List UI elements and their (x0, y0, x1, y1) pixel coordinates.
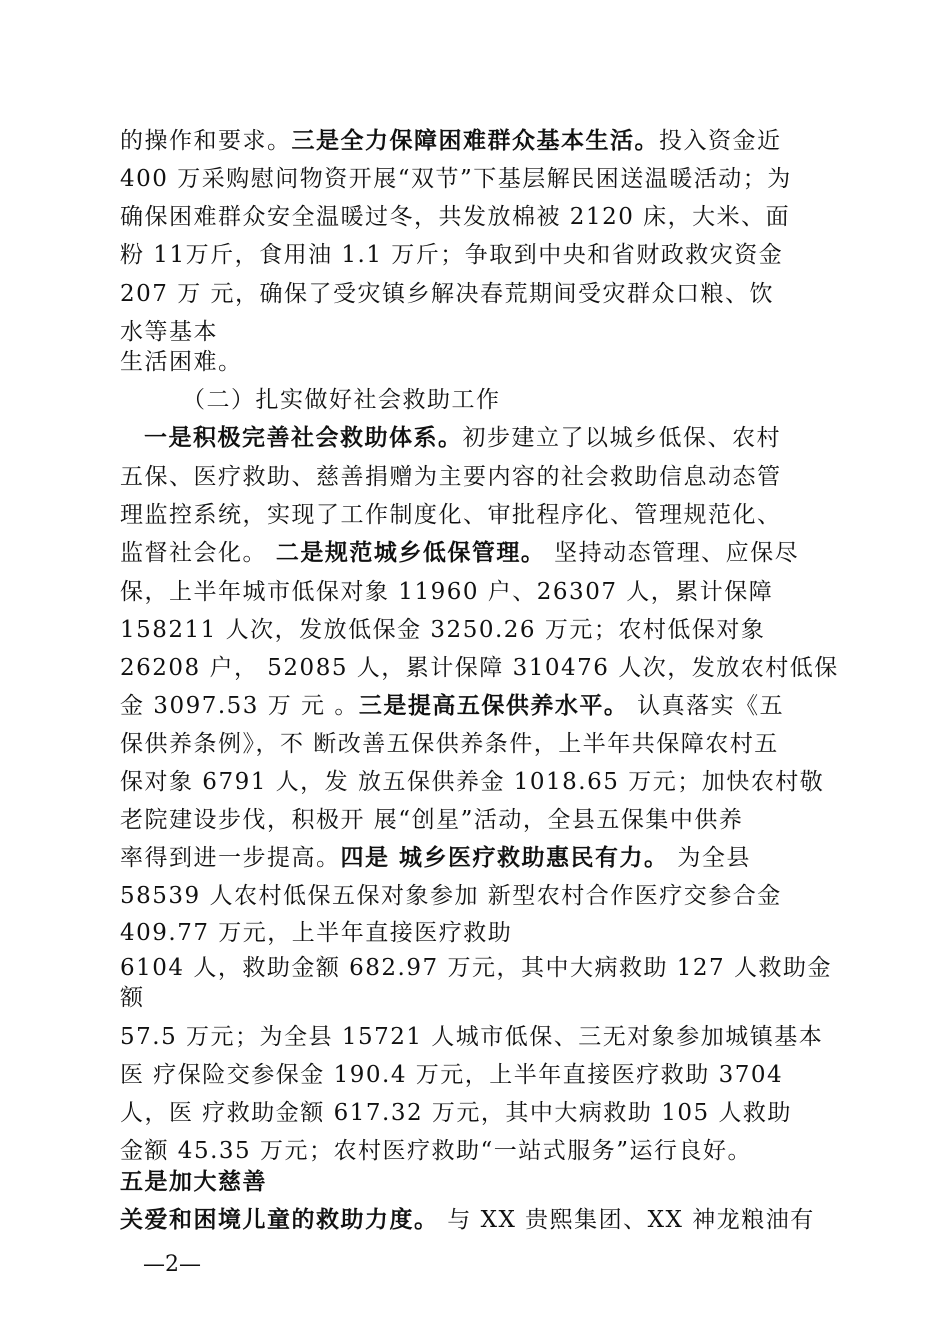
line-text: 监督社会化。 (120, 540, 276, 566)
line-text: （二）扎实做好社会救助工作 (182, 387, 501, 413)
line-text: 58539 人农村低保五保对象参加 新型农村合作医疗交参合金 (120, 883, 782, 909)
line-text: 保供养条例》，不 断改善五保供养条件，上半年共保障农村五 (120, 731, 779, 757)
line-text: 57.5 万元；为全县 15721 人城市低保、三无对象参加城镇基本 (120, 1024, 824, 1050)
line-text: 五保、医疗救助、慈善捐赠为主要内容的社会救助信息动态管 (120, 464, 782, 490)
line-text: 人，医 疗救助金额 617.32 万元，其中大病救助 105 人救助 (120, 1100, 792, 1126)
paragraph-line (120, 953, 832, 983)
paragraph-line (120, 347, 243, 377)
paragraph-line (120, 164, 792, 194)
paragraph-line (120, 1022, 823, 1052)
line-text: 为全县 (668, 845, 751, 871)
line-text: 理监控系统，实现了工作制度化、审批程序化、管理规范化、 (120, 502, 782, 528)
paragraph-line (120, 500, 782, 530)
paragraph-line (120, 1205, 815, 1235)
paragraph-line (120, 983, 145, 1013)
paragraph-line (120, 1098, 792, 1128)
line-text: 的操作和要求。 (120, 128, 292, 154)
bold-lead-phrase: 关爱和困境儿童的救助力度。 (120, 1206, 439, 1233)
paragraph-line (120, 843, 751, 873)
line-text: 医 疗保险交参保金 190.4 万元，上半年直接医疗救助 3704 (120, 1062, 784, 1088)
bold-lead-phrase: 三是全力保障困难群众基本生活。 (291, 127, 659, 154)
paragraph-line (120, 538, 799, 568)
line-text: 金额 45.35 万元；农村医疗救助“一站式服务”运行良好。 (120, 1138, 752, 1164)
line-text: 400 万采购慰问物资开展“双节”下基层解民困送温暖活动；为 (120, 166, 792, 192)
paragraph-line (120, 805, 743, 835)
paragraph-line (120, 653, 839, 683)
line-text: 水等基本 (120, 319, 218, 345)
line-text: 坚持动态管理、应保尽 (545, 540, 800, 566)
line-text: 158211 人次，发放低保金 3250.26 万元；农村低保对象 (120, 617, 766, 643)
bold-lead-phrase: 三是提高五保供养水平。 (358, 692, 629, 719)
line-text: 初步建立了以城乡低保、农村 (462, 425, 781, 451)
paragraph-line (120, 691, 784, 721)
paragraph-line (120, 317, 218, 347)
bold-lead-phrase: 一是积极完善社会救助体系。 (144, 424, 463, 451)
paragraph-line (120, 767, 824, 797)
paragraph-line (120, 577, 773, 607)
paragraph-line (120, 1060, 783, 1090)
line-text: 额 (120, 985, 145, 1011)
line-text: 生活困难。 (120, 349, 243, 375)
paragraph-line (120, 729, 779, 759)
line-text: 确保困难群众安全温暖过冬，共发放棉被 2120 床，大米、面 (120, 204, 791, 230)
line-text: 投入资金近 (659, 128, 782, 154)
line-text: 与 XX 贵熙集团、XX 神龙粮油有 (438, 1207, 815, 1233)
bold-lead-phrase: 二是规范城乡低保管理。 (275, 539, 546, 566)
line-text: 金 3097.53 万 元 。 (120, 693, 359, 719)
paragraph-line (120, 1136, 752, 1166)
bold-lead-phrase: 五是加大慈善 (120, 1168, 267, 1195)
paragraph-line (120, 881, 782, 911)
bold-lead-phrase: 四是 城乡医疗救助惠民有力。 (340, 844, 669, 871)
paragraph-line (120, 1167, 267, 1197)
paragraph-line (120, 462, 782, 492)
paragraph-line (120, 240, 783, 270)
line-text: 409.77 万元，上半年直接医疗救助 (120, 920, 513, 946)
paragraph-line (120, 918, 512, 948)
paragraph-line (120, 202, 790, 232)
paragraph-line (144, 423, 781, 453)
section-heading (182, 385, 501, 415)
line-text: 6104 人，救助金额 682.97 万元，其中大病救助 127 人救助金 (120, 955, 832, 981)
line-text: 26208 户， 52085 人，累计保障 310476 人次，发放农村低保 (120, 655, 839, 681)
page-number: —2— (143, 1252, 201, 1277)
paragraph-line (120, 279, 774, 309)
line-text: 率得到进一步提高。 (120, 845, 341, 871)
line-text: 207 万 元，确保了受灾镇乡解决春荒期间受灾群众口粮、饮 (120, 281, 775, 307)
line-text: 粉 11万斤，食用油 1.1 万斤；争取到中央和省财政救灾资金 (120, 242, 784, 268)
line-text: 老院建设步伐，积极开 展“创星”活动，全县五保集中供养 (120, 807, 744, 833)
paragraph-line (120, 615, 765, 645)
paragraph-line (120, 126, 782, 156)
line-text: 保，上半年城市低保对象 11960 户、26307 人，累计保障 (120, 579, 774, 605)
line-text: 保对象 6791 人，发 放五保供养金 1018.65 万元；加快农村敬 (120, 769, 825, 795)
line-text: 认真落实《五 (628, 693, 785, 719)
